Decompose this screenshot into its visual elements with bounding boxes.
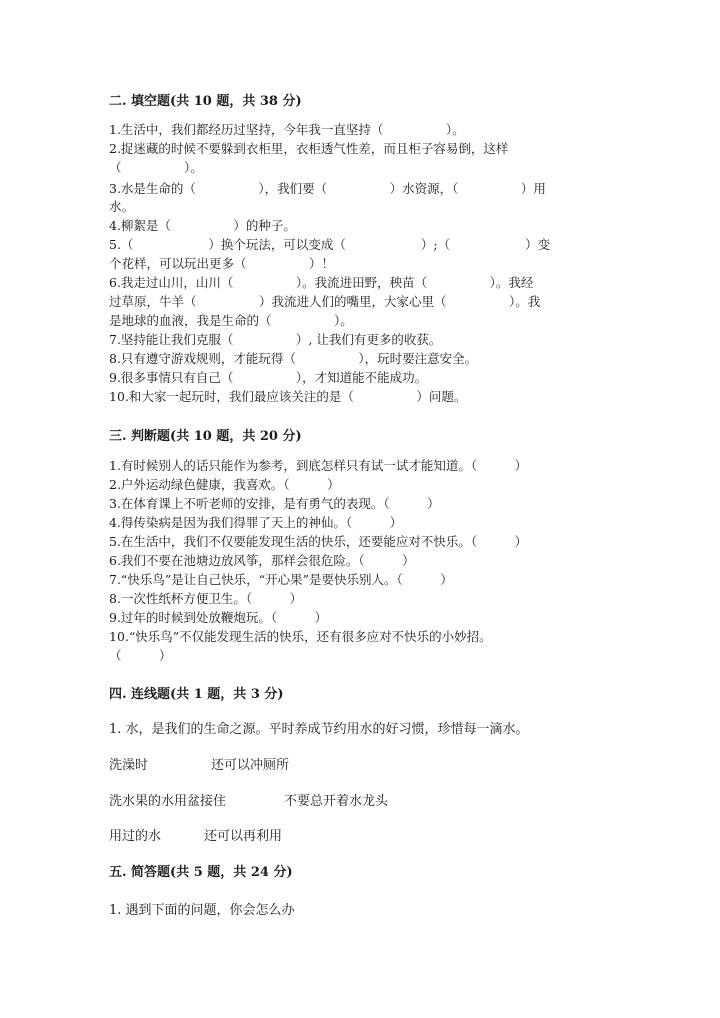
section-4-title: 四. 连线题(共 1 题，共 3 分) bbox=[109, 687, 284, 702]
fill-blank-line: 是地球的血液，我是生命的（ ）。 bbox=[109, 313, 353, 328]
section-3-title: 三. 判断题(共 10 题，共 20 分) bbox=[109, 429, 302, 444]
section-5-title: 五. 简答题(共 5 题，共 24 分) bbox=[109, 865, 293, 880]
matching-right-item: 还可以冲厕所 bbox=[211, 758, 290, 773]
fill-blank-line: 1.生活中，我们都经历过坚持，今年我一直坚持（ ）。 bbox=[109, 122, 465, 137]
true-false-line: 6.我们不要在池塘边放风筝，那样会很危险。（ ） bbox=[109, 553, 415, 568]
fill-blank-line: 水。 bbox=[109, 199, 135, 214]
matching-left-item: 洗澡时 bbox=[109, 758, 149, 773]
true-false-line: 4.得传染病是因为我们得罪了天上的神仙。（ ） bbox=[109, 515, 403, 530]
fill-blank-line: 4.柳絮是（ ）的种子。 bbox=[109, 218, 296, 233]
true-false-line: （ ） bbox=[109, 648, 172, 663]
matching-intro: 1. 水，是我们的生命之源。平时养成节约用水的好习惯，珍惜每一滴水。 bbox=[109, 722, 529, 737]
true-false-line: 1.有时候别人的话只能作为参考，到底怎样只有试一试才能知道。（ ） bbox=[109, 458, 528, 473]
fill-blank-line: 6.我走过山川，山川（ ）。我流进田野，秧苗（ ）。我经 bbox=[109, 275, 534, 290]
short-answer-question: 1. 遇到下面的问题，你会怎么办 bbox=[109, 903, 295, 918]
fill-blank-line: 5.（ ）换个玩法，可以变成（ ）;（ ）变 bbox=[109, 237, 551, 252]
matching-right-item: 不要总开着水龙头 bbox=[284, 794, 389, 809]
matching-right-item: 还可以再利用 bbox=[204, 829, 283, 844]
true-false-line: 7.“快乐鸟”是让自己快乐，“开心果”是要快乐别人。（ ） bbox=[109, 572, 453, 587]
section-2-title: 二. 填空题(共 10 题，共 38 分) bbox=[109, 94, 302, 109]
fill-blank-line: 8.只有遵守游戏规则，才能玩得（ ），玩时要注意安全。 bbox=[109, 351, 478, 366]
fill-blank-line: 10.和大家一起玩时，我们最应该关注的是（ ）问题。 bbox=[109, 389, 467, 404]
matching-left-item: 洗水果的水用盆接住 bbox=[109, 794, 227, 809]
true-false-line: 8.一次性纸杯方便卫生。（ ） bbox=[109, 591, 303, 606]
fill-blank-line: 个花样，可以玩出更多（ ）！ bbox=[109, 256, 335, 271]
fill-blank-line: 7.坚持能让我们克服（ ）, 让我们有更多的收获。 bbox=[109, 332, 442, 347]
fill-blank-line: 3.水是生命的（ ），我们要（ ）水资源，（ ）用 bbox=[109, 181, 546, 196]
fill-blank-line: 9.很多事情只有自己（ ），才知道能不能成功。 bbox=[109, 370, 428, 385]
matching-left-item: 用过的水 bbox=[109, 829, 162, 844]
true-false-line: 10.“快乐鸟”不仅能发现生活的快乐，还有很多应对不快乐的小妙招。 bbox=[109, 629, 492, 644]
fill-blank-line: 2.捉迷藏的时候不要躲到衣柜里，衣柜透气性差，而且柜子容易倒，这样 bbox=[109, 141, 509, 156]
true-false-line: 3.在体育课上不听老师的安排，是有勇气的表现。（ ） bbox=[109, 496, 440, 511]
true-false-line: 2.户外运动绿色健康，我喜欢。（ ） bbox=[109, 477, 340, 492]
fill-blank-line: （ ）。 bbox=[109, 160, 203, 175]
true-false-line: 9.过年的时候到处放鞭炮玩。（ ） bbox=[109, 610, 328, 625]
fill-blank-line: 过草原，牛羊（ ）我流进人们的嘴里，大家心里（ ）。我 bbox=[109, 294, 541, 309]
true-false-line: 5.在生活中，我们不仅要能发现生活的快乐，还要能应对不快乐。（ ） bbox=[109, 534, 528, 549]
